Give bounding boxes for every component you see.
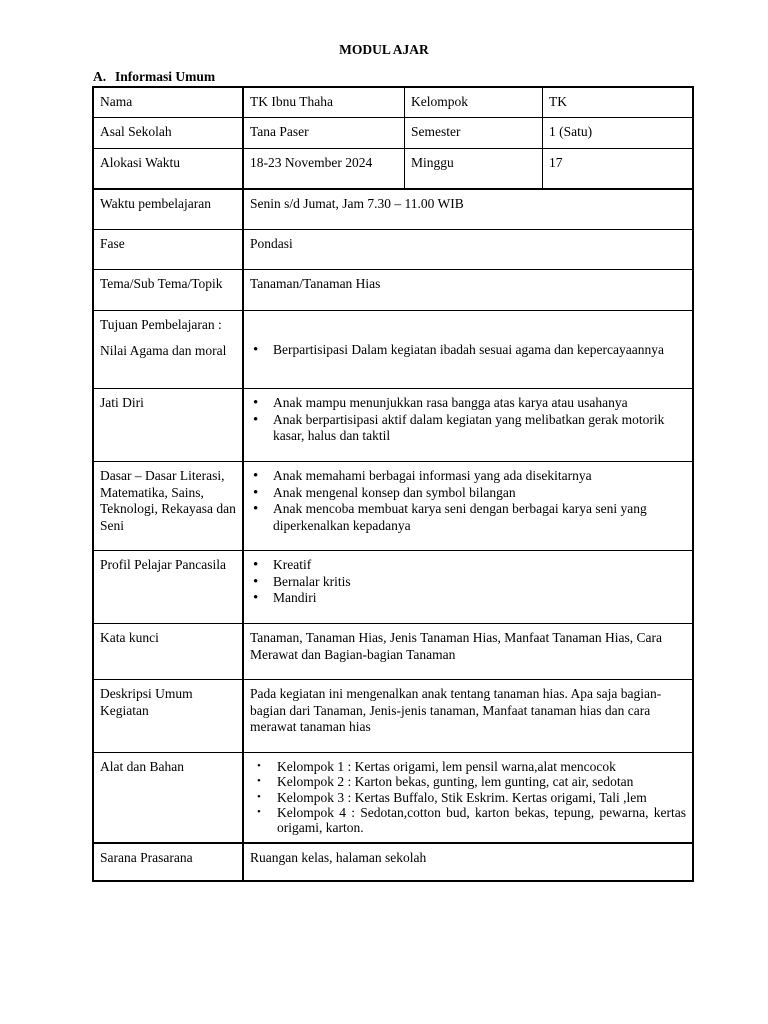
cell-label: Alokasi Waktu [94,149,244,188]
list-item: • Anak mampu menunjukkan rasa bangga atas karya atau usahanya [250,395,686,412]
profil-value [244,551,692,623]
profil-label: Profil Pelajar Pancasila [94,551,244,623]
cell-label: Nama [94,88,244,117]
table-row [92,86,694,117]
cell-value: Tana Paser [244,118,405,148]
cell-value: TK [549,94,567,109]
section-heading [93,69,215,85]
cell-label: Minggu [405,149,543,188]
cell-value: 18-23 November 2024 [244,149,405,188]
deskripsi-value: Pada kegiatan ini mengenalkan anak tentang tanaman hias. Apa saja bagian-bagian dari Tanaman, Jenis-jenis tanaman, Manfaat tanaman hias dan cara merawat tanaman hias [250,686,662,734]
cell-value: TK Ibnu Thaha [244,88,405,117]
list-item: • Bernalar kritis [250,574,686,591]
tujuan-list [250,342,686,359]
table-row [92,310,694,388]
sarana-value: Ruangan kelas, halaman sekolah [250,850,427,865]
alat-value [244,753,692,842]
table-row [92,269,694,310]
cell-label: Semester [405,118,543,148]
table-row [92,550,694,623]
table-row [92,188,694,229]
fase-value: Pondasi [250,236,293,251]
tema-value: Tanaman/Tanaman Hias [250,276,381,291]
fase-label: Fase [94,230,244,269]
cell-value: 1 (Satu) [549,124,593,139]
tujuan-value [244,311,692,388]
dasar-value [244,462,692,550]
waktu-label: Waktu pembelajaran [94,190,244,229]
tema-label: Tema/Sub Tema/Topik [94,270,244,310]
cell-value: 17 [549,155,563,170]
table-row [92,623,694,679]
table-row [92,229,694,269]
list-item: • Mandiri [250,590,686,607]
list-item: • Anak memahami berbagai informasi yang ada disekitarnya [250,468,686,485]
sarana-label: Sarana Prasarana [94,844,244,880]
table-row [92,752,694,842]
dasar-list [250,468,686,534]
list-item: • Berpartisipasi Dalam kegiatan ibadah sesuai agama dan kepercayaannya [250,342,686,359]
jati-diri-list [250,395,686,445]
table-row [92,117,694,148]
list-item: • Kelompok 1 : Kertas origami, lem pensil warna,alat mencocok [250,759,686,774]
table-row [92,842,694,882]
list-item: • Anak berpartisipasi aktif dalam kegiatan yang melibatkan gerak motorik kasar, halus dan taktil [250,412,686,445]
cell-label: Kelompok [405,88,543,117]
tujuan-label: Tujuan Pembelajaran : [100,317,222,332]
dasar-label: Dasar – Dasar Literasi, Matematika, Sains, Teknologi, Rekayasa dan Seni [94,462,244,550]
waktu-value: Senin s/d Jumat, Jam 7.30 – 11.00 WIB [250,196,464,211]
kata-kunci-value: Tanaman, Tanaman Hias, Jenis Tanaman Hias, Manfaat Tanaman Hias, Cara Merawat dan Bagian-bagian Tanaman [250,630,662,662]
document-title: MODUL AJAR [339,42,429,57]
table-row [92,148,694,188]
tujuan-cell [94,311,244,388]
kata-kunci-label: Kata kunci [94,624,244,679]
tujuan-sublabel: Nilai Agama dan moral [100,342,227,358]
info-table [92,86,694,882]
list-item: • Kelompok 2 : Karton bekas, gunting, lem gunting, cat air, sedotan [250,774,686,789]
table-row [92,461,694,550]
profil-list [250,557,686,607]
deskripsi-label: Deskripsi Umum Kegiatan [94,680,244,752]
alat-list [250,759,686,835]
jati-diri-label: Jati Diri [94,389,244,461]
cell-label: Asal Sekolah [94,118,244,148]
section-label: Informasi Umum [115,69,216,84]
list-item: • Kreatif [250,557,686,574]
list-item: • Anak mengenal konsep dan symbol bilangan [250,485,686,502]
list-item: • Kelompok 4 : Sedotan,cotton bud, karton bekas, tepung, pewarna, kertas origami, karton. [250,805,686,836]
table-row [92,679,694,752]
list-item: • Anak mencoba membuat karya seni dengan berbagai karya seni yang diperkenalkan kepadanya [250,501,686,534]
list-item: • Kelompok 3 : Kertas Buffalo, Stik Eskrim. Kertas origami, Tali ,lem [250,790,686,805]
jati-diri-value [244,389,692,461]
alat-label: Alat dan Bahan [94,753,244,842]
table-row [92,388,694,461]
section-number: A. [93,69,107,84]
